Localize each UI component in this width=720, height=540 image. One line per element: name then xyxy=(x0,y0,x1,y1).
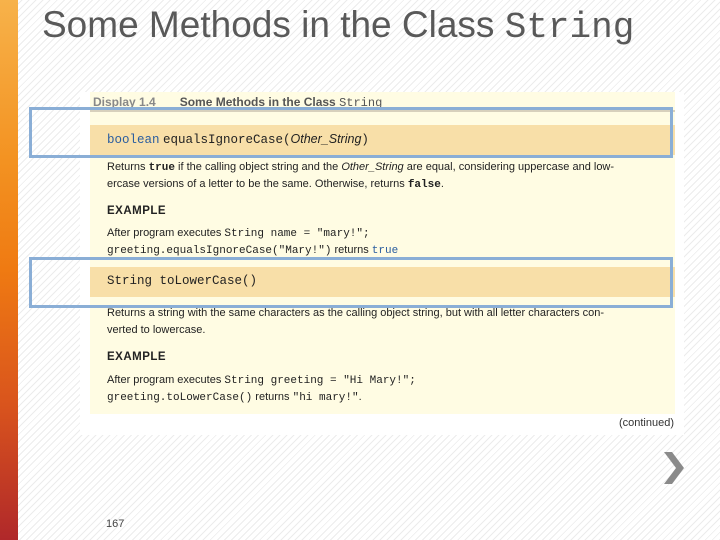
example-heading: EXAMPLE xyxy=(107,205,167,217)
highlight-box-to-lower-case xyxy=(29,257,673,308)
method-param: Other_String xyxy=(290,132,362,146)
desc-text: . xyxy=(440,178,444,190)
method-description-line: verted to lowercase. xyxy=(107,324,206,336)
example-line xyxy=(107,389,362,407)
example-text: . xyxy=(358,391,362,403)
example-code: String name = "mary!"; xyxy=(224,228,370,240)
desc-code: true xyxy=(148,162,175,174)
continued-note: (continued) xyxy=(618,417,674,429)
method-description-line xyxy=(107,176,444,194)
method-description-line xyxy=(107,159,614,177)
example-text: returns xyxy=(252,391,293,403)
slide-title-code: String xyxy=(504,7,635,48)
example-code: greeting.equalsIgnoreCase("Mary!") xyxy=(107,245,332,257)
slide-title xyxy=(42,4,634,48)
example-text: After program executes xyxy=(107,374,225,386)
page-number: 167 xyxy=(106,518,125,530)
left-accent-bar xyxy=(0,0,18,540)
slide-title-text: Some Methods in the Class xyxy=(42,4,505,45)
desc-text: Returns xyxy=(107,161,149,173)
return-type: boolean xyxy=(107,133,160,147)
next-slide-button[interactable] xyxy=(662,450,686,486)
method-signature: String toLowerCase() xyxy=(107,274,258,288)
example-line xyxy=(107,225,370,243)
highlight-box-equals-ignore-case xyxy=(29,107,673,158)
example-result: true xyxy=(371,245,399,257)
example-heading: EXAMPLE xyxy=(107,351,167,363)
method-close-paren: ) xyxy=(361,133,369,147)
desc-text: are equal, considering uppercase and low- xyxy=(403,161,615,173)
desc-text: if the calling object string and the xyxy=(174,161,342,173)
example-line xyxy=(107,372,416,390)
desc-param: Other_String xyxy=(341,161,404,173)
example-result: "hi mary!" xyxy=(292,392,359,404)
method-name: equalsIgnoreCase( xyxy=(163,133,291,147)
display-heading-code: String xyxy=(339,96,383,110)
display-heading-text: Some Methods in the Class xyxy=(179,95,340,109)
example-text: returns xyxy=(331,244,372,256)
desc-text: ercase versions of a letter to be the same. Otherwise, returns xyxy=(107,178,408,190)
example-text: After program executes xyxy=(107,227,225,239)
example-code: String greeting = "Hi Mary!"; xyxy=(224,375,416,387)
example-code: greeting.toLowerCase() xyxy=(107,392,253,404)
next-chevron-icon xyxy=(662,450,686,486)
method-description-line: Returns a string with the same characters as the calling object string, but with all letter characters con- xyxy=(107,307,605,319)
desc-code: false xyxy=(407,179,441,191)
display-label: Display 1.4 xyxy=(93,95,156,109)
